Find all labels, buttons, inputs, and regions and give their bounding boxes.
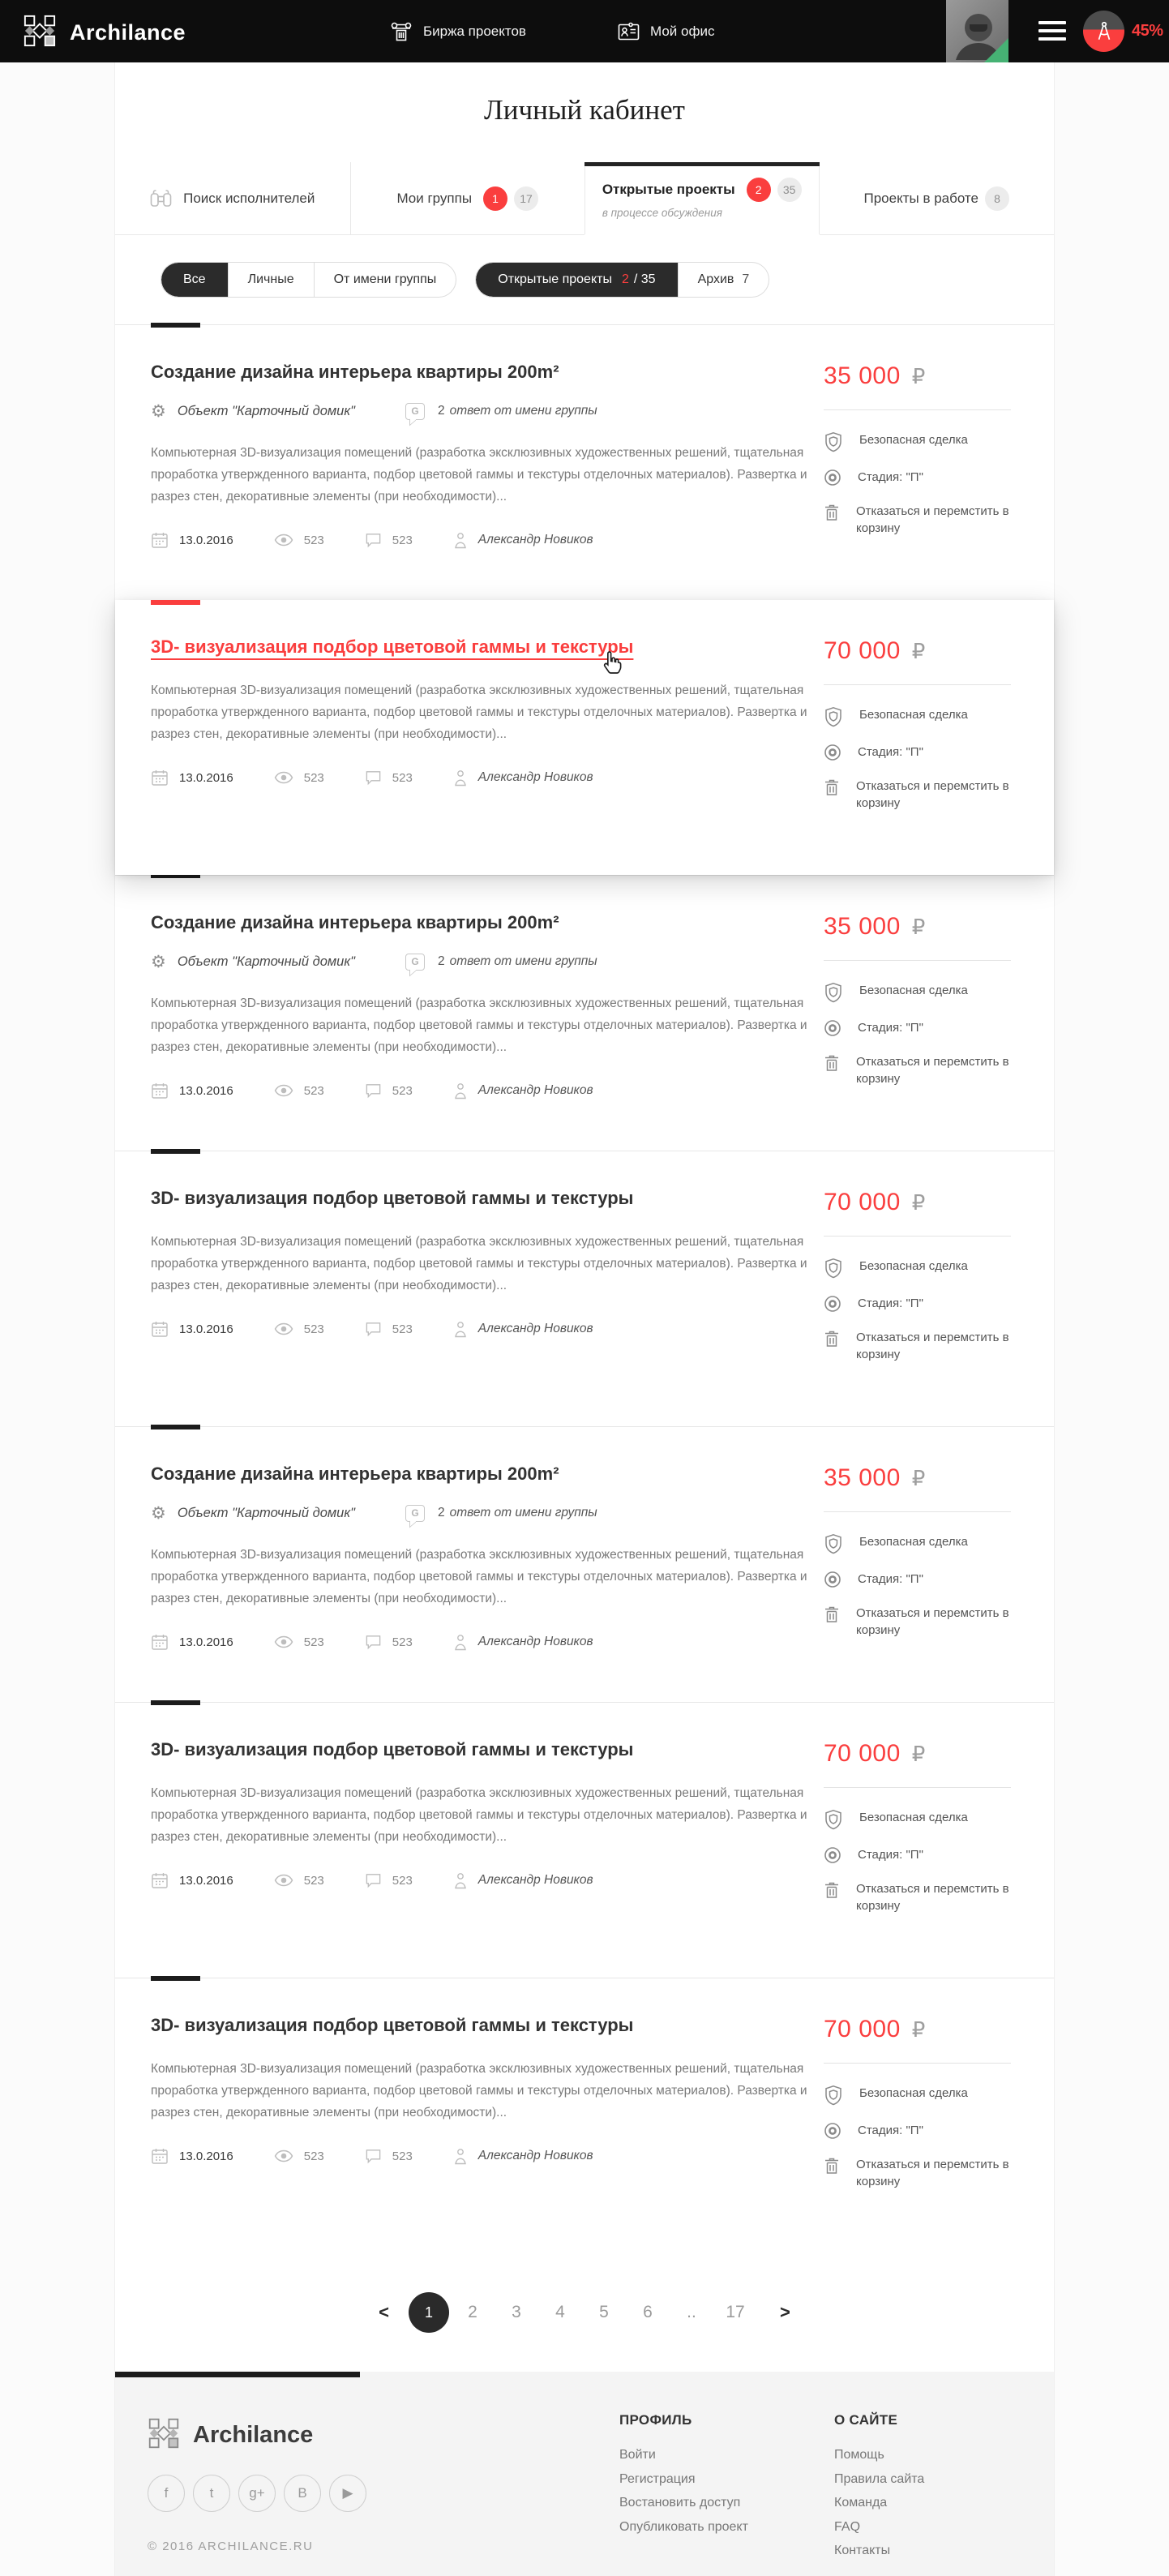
tabs-bar	[115, 162, 1054, 235]
avatar-corner-flag	[984, 38, 1008, 62]
new-count-badge: 1	[483, 186, 507, 211]
pagination-page-5[interactable]: 5	[599, 2303, 609, 2321]
safe-deal-label: Безопасная сделка	[859, 2086, 968, 2100]
filter-open-projects[interactable]: Открытые проекты 2 / 35	[476, 263, 677, 297]
footer-column-title: О САЙТЕ	[834, 2412, 898, 2428]
stage-label: Стадия: "П"	[858, 470, 923, 484]
safe-deal-label: Безопасная сделка	[859, 708, 968, 722]
brand[interactable]	[23, 14, 186, 52]
footer-link-login[interactable]: Войти	[619, 2448, 656, 2462]
footer	[115, 2372, 1054, 2576]
nav-label: Мой офис	[650, 23, 715, 39]
shield-icon	[824, 1533, 843, 1554]
tab-projects-in-work[interactable]	[820, 162, 1055, 234]
discard-action[interactable]: Отказаться и перемстить в корзину	[824, 1053, 1018, 1087]
footer-link-publish-project[interactable]: Опубликовать проект	[619, 2519, 748, 2534]
pagination-page-4[interactable]: 4	[555, 2303, 565, 2321]
stage-label: Стадия: "П"	[858, 1297, 923, 1310]
nav-label: Биржа проектов	[423, 23, 526, 39]
discard-action[interactable]: Отказаться и перемстить в корзину	[824, 1329, 1018, 1363]
currency-ruble: ₽	[911, 365, 926, 389]
facebook-icon[interactable]: f	[148, 2475, 185, 2512]
total-count-badge: 17	[514, 186, 538, 211]
google-plus-icon[interactable]: g+	[238, 2475, 276, 2512]
views-icon	[274, 2150, 293, 2162]
comments-icon	[365, 1872, 382, 1888]
footer-link-faq[interactable]: FAQ	[834, 2519, 861, 2534]
currency-ruble: ₽	[911, 1742, 926, 1767]
divider	[824, 684, 1011, 685]
trash-icon	[824, 1053, 840, 1073]
column-icon	[390, 20, 413, 42]
comments-icon	[365, 532, 382, 548]
discard-action[interactable]: Отказаться и перемстить в корзину	[824, 2156, 1018, 2190]
tab-label: Мои группы	[396, 190, 473, 206]
project-card	[115, 875, 1054, 1151]
id-card-icon	[618, 21, 640, 41]
stage-label: Стадия: "П"	[858, 1572, 923, 1586]
filter-all[interactable]: Все	[161, 263, 228, 297]
tab-search-performers[interactable]	[115, 162, 350, 234]
views-icon	[274, 534, 293, 546]
footer-link-register[interactable]: Регистрация	[619, 2471, 696, 2486]
project-title-link[interactable]: 3D- визуализация подбор цветовой гаммы и текстуры	[151, 636, 634, 657]
project-title-link[interactable]: Создание дизайна интерьера квартиры 200m²	[151, 912, 559, 932]
profile-progress-value: 45%	[1132, 22, 1163, 40]
comments-count: 523	[392, 2149, 413, 2163]
project-card	[115, 1426, 1054, 1702]
project-title-link[interactable]: Создание дизайна интерьера квартиры 200m²	[151, 362, 559, 382]
comments-count: 523	[392, 1873, 413, 1888]
person-icon	[453, 1082, 468, 1099]
comments-count: 523	[392, 533, 413, 547]
copyright: © 2016 ARCHILANCE.RU	[148, 2540, 314, 2553]
filters-bar	[115, 235, 1054, 324]
gear-icon: ⚙	[151, 1502, 166, 1523]
project-author: Александр Новиков	[477, 533, 593, 546]
calendar-icon	[151, 1871, 169, 1889]
discard-action[interactable]: Отказаться и перемстить в корзину	[824, 503, 1018, 537]
main-container	[114, 62, 1055, 2576]
views-icon	[274, 1874, 293, 1887]
group-reply-icon: G	[405, 1505, 425, 1522]
divider	[824, 1787, 1011, 1788]
project-date: 13.0.2016	[179, 533, 233, 547]
person-icon	[453, 1321, 468, 1338]
views-count: 523	[303, 1873, 324, 1888]
project-author: Александр Новиков	[477, 2149, 593, 2162]
shield-icon	[824, 1258, 843, 1279]
group-replies: 2 ответ от имени группы	[438, 1506, 597, 1519]
brand-name: Archilance	[70, 20, 186, 45]
views-count: 523	[303, 770, 324, 785]
trash-icon	[824, 1880, 840, 1900]
comments-count: 523	[392, 1635, 413, 1649]
new-count-badge: 2	[747, 178, 771, 202]
project-price: 70 000	[824, 1740, 901, 1767]
project-object: Объект "Карточный домик"	[177, 1505, 356, 1520]
group-reply-icon: G	[405, 403, 425, 420]
project-card	[115, 1702, 1054, 1978]
project-description: Компьютерная 3D-визуализация помещений (разработка эксклюзивных художественных решений, тщательная проработка утвержденного варианта, подбор цветовой гаммы и текстуры отделочных материалов). Развертка и разрез стен, декоративные элементы (при необходимости)...	[151, 997, 807, 1054]
divider	[824, 960, 1011, 961]
comments-count: 523	[392, 1083, 413, 1098]
views-count: 523	[303, 1635, 324, 1649]
project-card	[115, 324, 1054, 600]
open-count-total: / 35	[633, 272, 656, 286]
views-icon	[274, 1084, 293, 1097]
footer-brand-name: Archilance	[193, 2422, 314, 2448]
trash-icon	[824, 503, 840, 522]
shield-icon	[824, 982, 843, 1003]
shield-icon	[824, 1809, 843, 1830]
pagination-page-3[interactable]: 3	[512, 2303, 521, 2321]
comments-count: 523	[392, 1322, 413, 1336]
tab-subtitle: в процессе обсуждения	[602, 207, 722, 219]
project-price: 70 000	[824, 1189, 901, 1215]
archilance-logo-icon	[23, 14, 57, 52]
currency-ruble: ₽	[911, 915, 926, 940]
gear-icon: ⚙	[151, 951, 166, 971]
open-count-new: 2	[621, 272, 629, 286]
footer-column-title: ПРОФИЛЬ	[619, 2412, 692, 2428]
project-date: 13.0.2016	[179, 1083, 233, 1098]
project-date: 13.0.2016	[179, 1635, 233, 1649]
project-list	[115, 324, 1054, 2253]
compass-icon	[1094, 20, 1115, 42]
pagination-page-17[interactable]: 17	[726, 2303, 745, 2321]
total-count-badge: 35	[777, 178, 802, 202]
trash-icon	[824, 1329, 840, 1348]
project-date: 13.0.2016	[179, 1873, 233, 1888]
tab-label: Поиск исполнителей	[183, 190, 315, 206]
project-description: Компьютерная 3D-визуализация помещений (разработка эксклюзивных художественных решений, тщательная проработка утвержденного варианта, подбор цветовой гаммы и текстуры отделочных материалов). Развертка и разрез стен, декоративные элементы (при необходимости)...	[151, 1548, 807, 1605]
project-title-link[interactable]: 3D- визуализация подбор цветовой гаммы и текстуры	[151, 2015, 634, 2035]
footer-link-restore-access[interactable]: Востановить доступ	[619, 2496, 741, 2510]
tab-open-projects[interactable]	[584, 162, 820, 234]
project-author: Александр Новиков	[477, 770, 593, 784]
stage-icon	[824, 2122, 841, 2140]
comments-icon	[365, 1634, 382, 1650]
hand-cursor-icon	[602, 650, 623, 679]
safe-deal-label: Безопасная сделка	[859, 1811, 968, 1824]
footer-column-about	[834, 2412, 924, 2563]
project-price: 35 000	[824, 362, 901, 389]
vk-icon[interactable]: B	[284, 2475, 321, 2512]
views-count: 523	[303, 1322, 324, 1336]
group-replies: 2 ответ от имени группы	[438, 404, 597, 418]
stage-label: Стадия: "П"	[858, 1848, 923, 1862]
person-icon	[453, 769, 468, 787]
project-price: 70 000	[824, 637, 901, 664]
nav-project-exchange[interactable]	[390, 0, 526, 62]
footer-link-contacts[interactable]: Контакты	[834, 2544, 891, 2557]
project-object: Объект "Карточный домик"	[177, 954, 356, 969]
comments-icon	[365, 1321, 382, 1337]
comments-icon	[365, 2148, 382, 2164]
stage-icon	[824, 469, 841, 486]
person-icon	[453, 1634, 468, 1651]
project-date: 13.0.2016	[179, 1322, 233, 1336]
trash-icon	[824, 1605, 840, 1624]
total-count-badge: 8	[985, 186, 1009, 211]
shield-icon	[824, 2085, 843, 2106]
group-replies: 2 ответ от имени группы	[438, 954, 597, 968]
project-title-link[interactable]: 3D- визуализация подбор цветовой гаммы и текстуры	[151, 1739, 634, 1759]
footer-link-team[interactable]: Команда	[834, 2496, 888, 2510]
calendar-icon	[151, 1082, 169, 1099]
stage-icon	[824, 1295, 841, 1313]
trash-icon	[824, 2156, 840, 2175]
project-date: 13.0.2016	[179, 770, 233, 785]
project-author: Александр Новиков	[477, 1322, 593, 1335]
filter-archive[interactable]: Архив 7	[678, 263, 769, 297]
calendar-icon	[151, 769, 169, 787]
project-object: Объект "Карточный домик"	[177, 403, 356, 418]
type-filter-group	[475, 262, 769, 298]
filter-personal[interactable]: Личные	[228, 263, 314, 297]
divider	[824, 1236, 1011, 1237]
project-author: Александр Новиков	[477, 1083, 593, 1097]
shield-icon	[824, 706, 843, 727]
project-price: 70 000	[824, 2016, 901, 2042]
currency-ruble: ₽	[911, 2018, 926, 2042]
views-icon	[274, 1322, 293, 1335]
stage-icon	[824, 1846, 841, 1864]
discard-action[interactable]: Отказаться и перемстить в корзину	[824, 1605, 1018, 1639]
footer-column-profile	[619, 2412, 748, 2539]
scope-filter-group	[161, 262, 456, 298]
comments-icon	[365, 769, 382, 786]
currency-ruble: ₽	[911, 640, 926, 664]
calendar-icon	[151, 531, 169, 549]
project-author: Александр Новиков	[477, 1635, 593, 1648]
profile-progress-badge[interactable]	[1083, 11, 1124, 52]
twitter-icon[interactable]: t	[193, 2475, 230, 2512]
discard-action[interactable]: Отказаться и перемстить в корзину	[824, 1880, 1018, 1914]
pagination-next[interactable]: >	[780, 2302, 790, 2322]
project-description: Компьютерная 3D-визуализация помещений (разработка эксклюзивных художественных решений, тщательная проработка утвержденного варианта, подбор цветовой гаммы и текстуры отделочных материалов). Развертка и разрез стен, декоративные элементы (при необходимости)...	[151, 684, 807, 741]
footer-link-help[interactable]: Помощь	[834, 2448, 884, 2462]
calendar-icon	[151, 2147, 169, 2165]
comments-count: 523	[392, 770, 413, 785]
person-icon	[453, 2148, 468, 2165]
archilance-logo-icon	[148, 2417, 180, 2454]
divider	[824, 2063, 1011, 2064]
safe-deal-label: Безопасная сделка	[859, 1535, 968, 1549]
stage-label: Стадия: "П"	[858, 1021, 923, 1035]
stage-label: Стадия: "П"	[858, 2124, 923, 2137]
safe-deal-label: Безопасная сделка	[859, 433, 968, 447]
project-price: 35 000	[824, 913, 901, 940]
archive-count: 7	[742, 272, 750, 286]
menu-icon[interactable]	[1038, 21, 1066, 41]
currency-ruble: ₽	[911, 1191, 926, 1215]
calendar-icon	[151, 1320, 169, 1338]
pagination-page-1[interactable]: 1	[409, 2292, 449, 2333]
pagination-ellipsis: ..	[687, 2303, 696, 2321]
project-date: 13.0.2016	[179, 2149, 233, 2163]
person-icon	[453, 532, 468, 549]
footer-link-rules[interactable]: Правила сайта	[834, 2471, 925, 2486]
tab-label: Открытые проекты	[602, 182, 735, 197]
tab-my-groups[interactable]	[350, 162, 585, 234]
discard-action[interactable]: Отказаться и перемстить в корзину	[824, 778, 1018, 812]
project-card-hovered	[115, 600, 1054, 875]
calendar-icon	[151, 1633, 169, 1651]
project-price: 35 000	[824, 1464, 901, 1491]
stage-icon	[824, 1019, 841, 1037]
project-title-link[interactable]: 3D- визуализация подбор цветовой гаммы и текстуры	[151, 1188, 634, 1208]
comments-icon	[365, 1082, 382, 1099]
tab-label: Проекты в работе	[863, 190, 978, 206]
shield-icon	[824, 431, 843, 452]
project-description: Компьютерная 3D-визуализация помещений (разработка эксклюзивных художественных решений, тщательная проработка утвержденного варианта, подбор цветовой гаммы и текстуры отделочных материалов). Развертка и разрез стен, декоративные элементы (при необходимости)...	[151, 446, 807, 504]
trash-icon	[824, 778, 840, 797]
project-author: Александр Новиков	[477, 1873, 593, 1887]
nav-my-office[interactable]	[618, 0, 714, 62]
views-icon	[274, 771, 293, 784]
project-description: Компьютерная 3D-визуализация помещений (разработка эксклюзивных художественных решений, тщательная проработка утвержденного варианта, подбор цветовой гаммы и текстуры отделочных материалов). Развертка и разрез стен, декоративные элементы (при необходимости)...	[151, 2062, 807, 2120]
avatar[interactable]	[946, 0, 1008, 62]
views-count: 523	[303, 533, 324, 547]
filter-on-behalf-of-group[interactable]: От имени группы	[314, 263, 456, 297]
project-description: Компьютерная 3D-визуализация помещений (разработка эксклюзивных художественных решений, тщательная проработка утвержденного варианта, подбор цветовой гаммы и текстуры отделочных материалов). Развертка и разрез стен, декоративные элементы (при необходимости)...	[151, 1786, 807, 1844]
person-icon	[453, 1872, 468, 1889]
safe-deal-label: Безопасная сделка	[859, 984, 968, 997]
project-card	[115, 1978, 1054, 2253]
views-count: 523	[303, 2149, 324, 2163]
views-icon	[274, 1635, 293, 1648]
youtube-icon[interactable]: ▶	[329, 2475, 366, 2512]
currency-ruble: ₽	[911, 1467, 926, 1491]
pagination-prev[interactable]: <	[379, 2302, 389, 2322]
group-reply-icon: G	[405, 954, 425, 971]
top-bar	[0, 0, 1169, 62]
pagination-page-2[interactable]: 2	[468, 2303, 477, 2321]
divider	[824, 1511, 1011, 1512]
project-title-link[interactable]: Создание дизайна интерьера квартиры 200m²	[151, 1464, 559, 1484]
pagination-page-6[interactable]: 6	[643, 2303, 653, 2321]
stage-label: Стадия: "П"	[858, 745, 923, 759]
project-description: Компьютерная 3D-визуализация помещений (разработка эксклюзивных художественных решений, тщательная проработка утвержденного варианта, подбор цветовой гаммы и текстуры отделочных материалов). Развертка и разрез стен, декоративные элементы (при необходимости)...	[151, 1235, 807, 1292]
divider	[824, 409, 1011, 410]
pagination	[115, 2253, 1054, 2372]
stage-icon	[824, 1571, 841, 1588]
binoculars-icon	[150, 189, 172, 208]
gear-icon: ⚙	[151, 401, 166, 421]
page-title: Личный кабинет	[484, 94, 685, 126]
views-count: 523	[303, 1083, 324, 1098]
safe-deal-label: Безопасная сделка	[859, 1259, 968, 1273]
project-card	[115, 1151, 1054, 1426]
stage-icon	[824, 744, 841, 761]
